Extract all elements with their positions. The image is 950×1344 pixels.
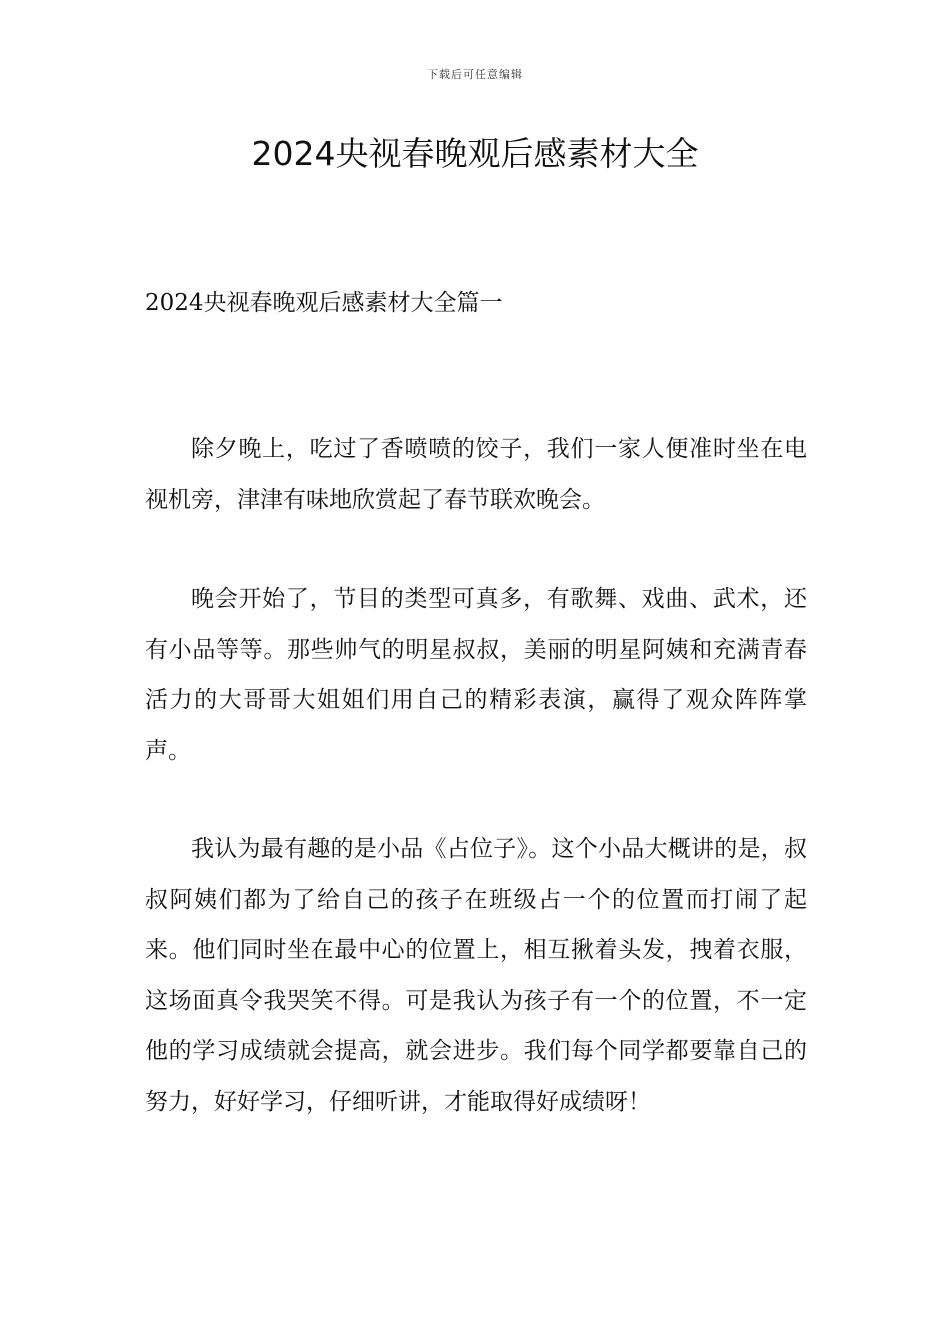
- document-title: 2024央视春晚观后感素材大全: [251, 134, 699, 173]
- body-paragraph: 我认为最有趣的是小品《占位子》。这个小品大概讲的是，叔叔阿姨们都为了给自己的孩子在班级占一个的位置而打闹了起来。他们同时坐在最中心的位置上，相互揪着头发，拽着衣服，这场面真令我哭笑不得。可是我认为孩子有一个的位置，不一定他的学习成绩就会提高，就会进步。我们每个同学都要靠自己的努力，好好学习，仔细听讲，才能取得好成绩呀！: [145, 836, 807, 1115]
- header-note: 下载后可任意编辑: [427, 68, 523, 81]
- body-paragraph: 除夕晚上，吃过了香喷喷的饺子，我们一家人便准时坐在电视机旁，津津有味地欣赏起了春节联欢晚会。: [145, 436, 807, 513]
- body-paragraph: 晚会开始了，节目的类型可真多，有歌舞、戏曲、武术，还有小品等等。那些帅气的明星叔叔，美丽的明星阿姨和充满青春活力的大哥哥大姐姐们用自己的精彩表演，赢得了观众阵阵掌声。: [145, 586, 807, 764]
- section-heading: 2024央视春晚观后感素材大全篇一: [145, 290, 503, 316]
